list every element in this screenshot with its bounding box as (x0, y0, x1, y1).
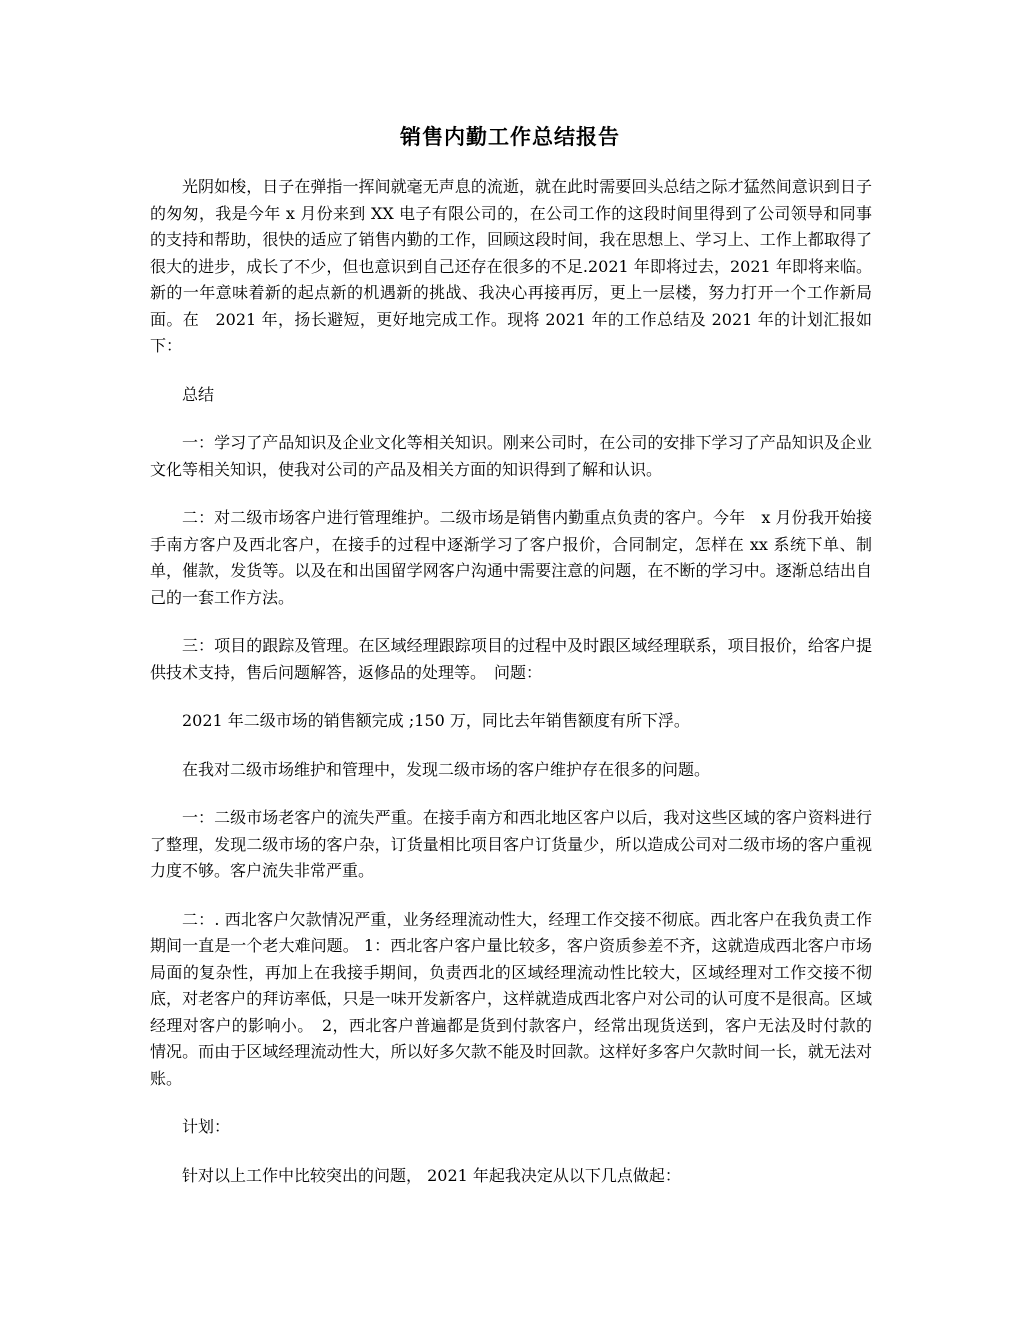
paragraph-summary-3: 三：项目的跟踪及管理。在区域经理跟踪项目的过程中及时跟区域经理联系，项目报价，给客户提供技术支持，售后问题解答，返修品的处理等。 问题： (150, 636, 872, 682)
paragraph-problem-1: 一：二级市场老客户的流失严重。在接手南方和西北地区客户以后，我对这些区域的客户资料进行了整理，发现二级市场的客户杂，订货量相比项目客户订货量少，所以造成公司对二级市场的客户重视力度不够。客户流失非常严重。 (150, 808, 872, 880)
document-title: 销售内勤工作总结报告 (400, 125, 620, 149)
paragraph-sales-figure: 2021 年二级市场的销售额完成 ;150 万，同比去年销售额度有所下浮。 (182, 711, 690, 730)
paragraph-problem-2: 二：. 西北客户欠款情况严重，业务经理流动性大，经理工作交接不彻底。西北客户在我负责工作期间一直是一个老大难问题。 1：西北客户客户量比较多，客户资质参差不齐，这就造成西北客户市场局面的复杂性，再加上在我接手期间，负责西北的区域经理流动性比较大，区域经理对工作交接不彻底，对老客户的拜访率低，只是一味开发新客户，这样就造成西北客户对公司的认可度不是很高。区域经理对客户的影响小。 2，西北客户普遍都是货到付款客户，经常出现货送到，客户无法及时付款的情况。而由于区域经理流动性大，所以好多欠款不能及时回款。这样好多客户欠款时间一长，就无法对账。 (150, 909, 872, 1088)
document-body (150, 174, 872, 1211)
paragraph-problem-intro: 在我对二级市场维护和管理中，发现二级市场的客户维护存在很多的问题。 (182, 759, 711, 779)
paragraph-intro: 光阴如梭，日子在弹指一挥间就毫无声息的流逝，就在此时需要回头总结之际才猛然间意识到日子的匆匆，我是今年 x 月份来到 XX 电子有限公司的，在公司工作的这段时间里得到了公司领导和同事的支持和帮助，很快的适应了销售内勤的工作，回顾这段时间，我在思想上、学习上、工作上都取得了很大的进步，成长了不少，但也意识到自己还存在很多的不足.2021 年即将过去，2021 年即将来临。新的一年意味着新的起点新的机遇新的挑战、我决心再接再厉，更上一层楼，努力打开一个工作新局面。在 2021 年，扬长避短，更好地完成工作。现将 2021 年的工作总结及 2021 年的计划汇报如下： (150, 177, 872, 355)
paragraph-plan-intro: 针对以上工作中比较突出的问题， 2021 年起我决定从以下几点做起： (182, 1165, 681, 1185)
paragraph-summary-1: 一：学习了产品知识及企业文化等相关知识。刚来公司时，在公司的安排下学习了产品知识及企业文化等相关知识，使我对公司的产品及相关方面的知识得到了解和认识。 (150, 433, 872, 479)
paragraph-summary-2: 二：对二级市场客户进行管理维护。二级市场是销售内勤重点负责的客户。今年 x 月份我开始接手南方客户及西北客户，在接手的过程中逐渐学习了客户报价，合同制定，怎样在 xx 系统下单、制单，催款，发货等。以及在和出国留学网客户沟通中需要注意的问题，在不断的学习中。逐渐总结出自己的一套工作方法。 (150, 508, 872, 607)
heading-plan: 计划： (182, 1117, 231, 1136)
heading-summary: 总结 (182, 384, 215, 404)
